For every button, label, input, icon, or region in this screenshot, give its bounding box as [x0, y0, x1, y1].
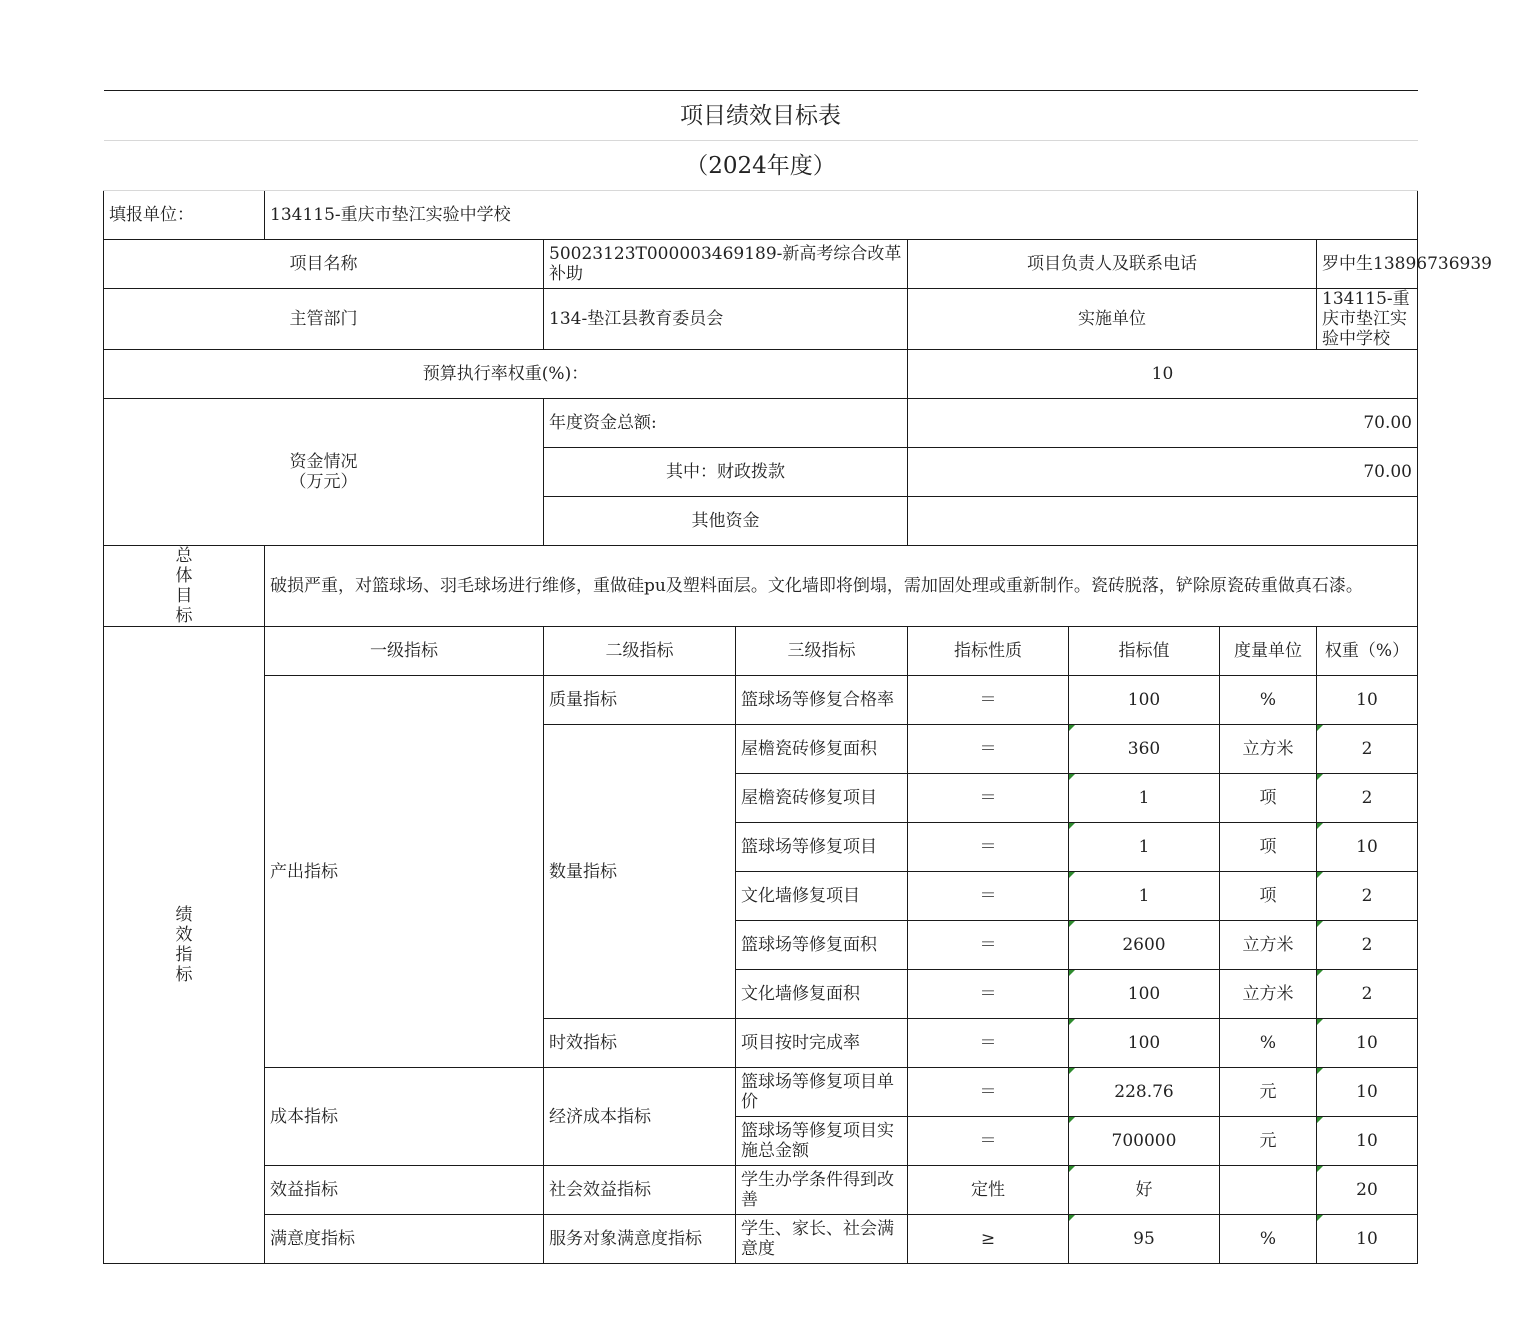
nature-cell: ＝ [908, 921, 1069, 970]
overall-goal-label: 总 体 目 标 [104, 546, 265, 627]
nature-cell: ＝ [908, 823, 1069, 872]
budget-weight-label: 预算执行率权重(%)： [104, 350, 908, 399]
weight-cell: 10 [1317, 676, 1418, 725]
header-weight: 权重（%） [1317, 627, 1418, 676]
funds-fiscal-label: 其中：财政拨款 [544, 448, 908, 497]
unit-cell: 项 [1220, 823, 1317, 872]
level3-name: 篮球场等修复项目 [736, 823, 908, 872]
nature-cell: ＝ [908, 1019, 1069, 1068]
value-cell: 2600 [1069, 921, 1220, 970]
value-cell: 1 [1069, 823, 1220, 872]
reporting-unit-label: 填报单位： [104, 191, 265, 240]
project-name-label: 项目名称 [104, 240, 544, 289]
unit-cell: % [1220, 1019, 1317, 1068]
unit-cell: % [1220, 676, 1317, 725]
weight-cell: 10 [1317, 1068, 1418, 1117]
level2-service-satisfaction: 服务对象满意度指标 [544, 1215, 736, 1264]
level3-name: 篮球场等修复合格率 [736, 676, 908, 725]
level3-name: 屋檐瓷砖修复项目 [736, 774, 908, 823]
level3-name: 学生、家长、社会满意度 [736, 1215, 908, 1264]
dept-label: 主管部门 [104, 289, 544, 350]
weight-cell: 10 [1317, 1117, 1418, 1166]
level3-name: 篮球场等修复项目实施总金额 [736, 1117, 908, 1166]
level3-name: 文化墙修复项目 [736, 872, 908, 921]
value-cell: 700000 [1069, 1117, 1220, 1166]
nature-cell: ＝ [908, 1068, 1069, 1117]
impl-unit-value: 134115-重庆市垫江实验中学校 [1317, 289, 1418, 350]
funds-other-value [908, 497, 1418, 546]
funds-label-line2: （万元） [289, 472, 358, 492]
level3-name: 项目按时完成率 [736, 1019, 908, 1068]
unit-cell: % [1220, 1215, 1317, 1264]
level3-name: 屋檐瓷砖修复面积 [736, 725, 908, 774]
overall-goal-text: 破损严重，对篮球场、羽毛球场进行维修，重做硅pu及塑料面层。文化墙即将倒塌，需加固处理或重新制作。瓷砖脱落，铲除原瓷砖重做真石漆。 [265, 546, 1418, 627]
unit-cell: 元 [1220, 1117, 1317, 1166]
unit-cell: 元 [1220, 1068, 1317, 1117]
unit-cell: 项 [1220, 774, 1317, 823]
value-cell: 100 [1069, 1019, 1220, 1068]
indicators-label: 绩 效 指 标 [104, 627, 265, 1264]
level2-timeliness: 时效指标 [544, 1019, 736, 1068]
weight-cell: 2 [1317, 872, 1418, 921]
header-level3: 三级指标 [736, 627, 908, 676]
level1-output: 产出指标 [265, 676, 544, 1068]
funds-fiscal-value: 70.00 [908, 448, 1418, 497]
weight-cell: 10 [1317, 1019, 1418, 1068]
level1-benefit: 效益指标 [265, 1166, 544, 1215]
unit-cell: 立方米 [1220, 970, 1317, 1019]
unit-cell: 立方米 [1220, 921, 1317, 970]
table-row [104, 1068, 1418, 1117]
funds-total-value: 70.00 [908, 399, 1418, 448]
value-cell: 228.76 [1069, 1068, 1220, 1117]
value-cell: 1 [1069, 774, 1220, 823]
level3-name: 学生办学条件得到改善 [736, 1166, 908, 1215]
unit-cell: 立方米 [1220, 725, 1317, 774]
unit-cell: 项 [1220, 872, 1317, 921]
project-name-value: 50023123T000003469189-新高考综合改革补助 [544, 240, 908, 289]
weight-cell: 20 [1317, 1166, 1418, 1215]
contact-label: 项目负责人及联系电话 [908, 240, 1317, 289]
page-subtitle: （2024年度） [104, 141, 1418, 191]
funds-other-label: 其他资金 [544, 497, 908, 546]
level2-social-benefit: 社会效益指标 [544, 1166, 736, 1215]
nature-cell: 定性 [908, 1166, 1069, 1215]
weight-cell: 2 [1317, 725, 1418, 774]
level1-satisfaction: 满意度指标 [265, 1215, 544, 1264]
funds-label [104, 399, 544, 546]
funds-total-label: 年度资金总额: [544, 399, 908, 448]
nature-cell: ＝ [908, 676, 1069, 725]
nature-cell: ＝ [908, 872, 1069, 921]
value-cell: 360 [1069, 725, 1220, 774]
dept-value: 134-垫江县教育委员会 [544, 289, 908, 350]
value-cell: 100 [1069, 970, 1220, 1019]
performance-target-table [103, 90, 1492, 1264]
level2-quantity: 数量指标 [544, 725, 736, 1019]
value-cell: 好 [1069, 1166, 1220, 1215]
level2-economic-cost: 经济成本指标 [544, 1068, 736, 1166]
header-unit: 度量单位 [1220, 627, 1317, 676]
value-cell: 95 [1069, 1215, 1220, 1264]
contact-value: 罗中生13896736939 [1317, 240, 1418, 289]
nature-cell: ＝ [908, 970, 1069, 1019]
level3-name: 文化墙修复面积 [736, 970, 908, 1019]
nature-cell: ＝ [908, 774, 1069, 823]
reporting-unit-value: 134115-重庆市垫江实验中学校 [265, 191, 1418, 240]
table-row [104, 1215, 1418, 1264]
funds-label-line1: 资金情况 [289, 452, 358, 472]
level2-quality: 质量指标 [544, 676, 736, 725]
level3-name: 篮球场等修复面积 [736, 921, 908, 970]
table-row [104, 1166, 1418, 1215]
header-level1: 一级指标 [265, 627, 544, 676]
nature-cell: ≥ [908, 1215, 1069, 1264]
impl-unit-label: 实施单位 [908, 289, 1317, 350]
nature-cell: ＝ [908, 1117, 1069, 1166]
nature-cell: ＝ [908, 725, 1069, 774]
weight-cell: 2 [1317, 970, 1418, 1019]
weight-cell: 10 [1317, 823, 1418, 872]
weight-cell: 10 [1317, 1215, 1418, 1264]
page-title: 项目绩效目标表 [104, 91, 1418, 141]
unit-cell [1220, 1166, 1317, 1215]
budget-weight-value: 10 [908, 350, 1418, 399]
value-cell: 100 [1069, 676, 1220, 725]
level1-cost: 成本指标 [265, 1068, 544, 1166]
value-cell: 1 [1069, 872, 1220, 921]
weight-cell: 2 [1317, 921, 1418, 970]
header-level2: 二级指标 [544, 627, 736, 676]
level3-name: 篮球场等修复项目单价 [736, 1068, 908, 1117]
header-value: 指标值 [1069, 627, 1220, 676]
table-row [104, 676, 1418, 725]
weight-cell: 2 [1317, 774, 1418, 823]
header-nature: 指标性质 [908, 627, 1069, 676]
